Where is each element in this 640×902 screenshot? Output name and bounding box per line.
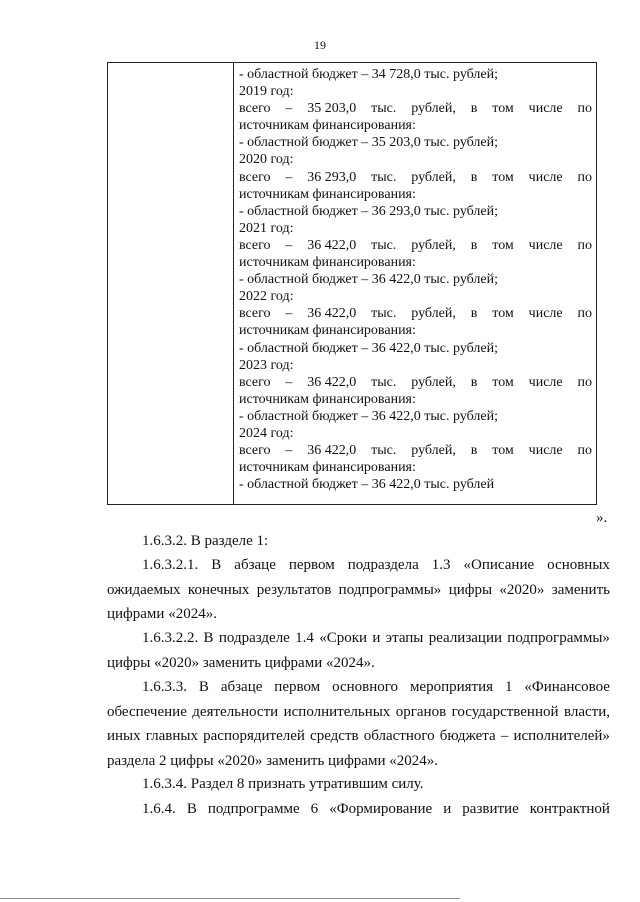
word: первом [288,557,335,573]
word: первом [274,679,321,695]
word: ожидаемых [107,581,181,598]
word: рублей, [411,237,456,253]
word: В [203,630,214,646]
word: том [492,101,514,117]
word: контрактной [529,801,610,817]
word: подпрограммы» [338,581,442,598]
table-line [239,237,592,254]
word: том [492,169,514,185]
text-line: раздела 2 цифры «2020» заменить цифрами «2024». [107,752,438,769]
word: рублей, [411,169,456,185]
word: всего [239,101,271,117]
word: тыс. [371,169,397,185]
table-line [239,100,592,117]
word: этапы [385,630,424,646]
table-line: источникам финансирования: [239,323,416,339]
word: всего [239,374,271,390]
word: в [470,443,478,459]
text-line [107,675,610,700]
word: – [285,169,293,185]
text-line [107,797,610,822]
word: реализации [428,630,502,646]
word: результатов [256,581,332,598]
word: том [492,374,514,390]
table-line: 2022 год: [239,289,294,305]
word: средств [310,728,359,744]
paragraph-1-6-3-2-2 [107,626,610,675]
word: 6 [310,801,319,817]
table-line: источникам финансирования: [239,460,416,476]
word: по [577,443,592,459]
word: подраздела [347,557,419,573]
word: 1.4 [295,630,314,646]
word: рублей, [411,443,456,459]
word: В [186,801,197,817]
word: 1.6.3.2.1. [142,557,199,573]
word: числе [528,237,563,253]
word: 36 422,0 [307,237,357,253]
table-line: - областной бюджет – 35 203,0 тыс. рублей; [239,135,498,151]
word: абзаце [220,679,263,695]
word: цифры [448,581,493,598]
word: тыс. [371,237,397,253]
word: по [577,169,592,185]
funding-table [107,62,597,505]
table-line: 2020 год: [239,152,294,168]
table-line [239,374,592,391]
table-right-cell [234,63,596,504]
text-line: 1.6.3.2. В разделе 1: [142,533,269,549]
word: заменить [551,581,610,598]
word: 1.3 [431,557,451,573]
word: «Описание [463,557,535,573]
word: исполнителей» [513,728,610,744]
word: в [470,101,478,117]
table-line: источникам финансирования: [239,118,416,134]
word: числе [528,101,563,117]
footer-rule [0,898,460,899]
word: в [470,306,478,322]
paragraph-1-6-3-2-1 [107,553,610,627]
word: развитие [462,801,519,817]
word: В [198,679,209,695]
word: обеспечение [107,703,187,720]
paragraph-1-6-4 [107,797,610,822]
word: числе [528,374,563,390]
table-line [239,169,592,186]
paragraph-1-6-3-3 [107,675,610,773]
word: «Финансовое [524,679,610,695]
page-number: 19 [314,38,326,52]
word: том [492,306,514,322]
word: 1.6.3.3. [142,679,187,695]
table-line: - областной бюджет – 36 422,0 тыс. рублей; [239,272,498,288]
word: «2020» [499,581,545,598]
word: в [470,374,478,390]
word: – [285,101,293,117]
table-line: - областной бюджет – 34 728,0 тыс. рублей; [239,67,498,82]
word: всего [239,443,271,459]
table-line: - областной бюджет – 36 422,0 тыс. рублей; [239,340,498,356]
table-line: - областной бюджет – 36 293,0 тыс. рублей; [239,203,498,219]
table-line [239,305,592,322]
word: бюджета [439,728,496,744]
word: числе [528,443,563,459]
table-line [239,442,592,459]
word: конечных [187,581,250,598]
word: подпрограммы» [507,630,610,646]
word: подпрограмме [207,801,300,817]
text-line [107,700,610,725]
table-left-cell [108,63,234,504]
word: главных [145,728,198,744]
word: и [372,630,381,646]
table-line: источникам финансирования: [239,255,416,271]
word: – [285,306,293,322]
word: числе [528,169,563,185]
word: органов [395,703,447,720]
table-line: - областной бюджет – 36 422,0 тыс. рублей; [239,408,498,424]
word: 36 422,0 [307,443,357,459]
word: – [285,443,293,459]
word: тыс. [371,443,397,459]
word: государственной [451,703,559,720]
word: распорядителей [203,728,305,744]
word: В [211,557,222,573]
word: по [577,101,592,117]
word: исполнительных [283,703,391,720]
word: деятельности [192,703,279,720]
word: основных [547,557,610,573]
paragraph-1-6-3-2 [107,529,610,554]
word: власти, [563,703,610,720]
word: числе [528,306,563,322]
word: иных [107,728,141,744]
word: том [492,237,514,253]
table-line: - областной бюджет – 36 422,0 тыс. рублей [239,477,495,493]
paragraph-1-6-3-4 [107,772,610,797]
word: всего [239,306,271,322]
word: по [577,374,592,390]
word: по [577,306,592,322]
word: «Сроки [319,630,368,646]
word: 36 422,0 [307,374,357,390]
table-line: 2019 год: [239,84,294,100]
word: 35 203,0 [307,101,357,117]
text-line: цифры «2020» заменить цифрами «2024». [107,654,375,671]
word: 36 293,0 [307,169,357,185]
text-line [107,553,610,578]
table-line: источникам финансирования: [239,391,416,407]
word: – [285,374,293,390]
word: и [443,801,452,817]
word: основного [332,679,399,695]
table-line: источникам финансирования: [239,186,416,202]
word: по [577,237,592,253]
text-line [107,578,610,603]
word: областного [363,728,435,744]
word: 36 422,0 [307,306,357,322]
table-line: 2024 год: [239,425,294,441]
text-line: цифрами «2024». [107,606,217,622]
table-line: 2021 год: [239,220,294,236]
word: тыс. [371,306,397,322]
word: в [470,169,478,185]
word: рублей, [411,101,456,117]
word: тыс. [371,101,397,117]
word: «Формирование [329,801,433,817]
text-line: 1.6.3.4. Раздел 8 признать утратившим силу. [142,776,424,792]
word: – [500,728,509,744]
text-line [107,626,610,651]
text-line [107,724,610,749]
word: тыс. [371,374,397,390]
word: рублей, [411,374,456,390]
word: абзаце [234,557,276,573]
word: всего [239,169,271,185]
closing-quote: ». [596,510,608,526]
word: 1.6.3.2.2. [142,630,199,646]
word: том [492,443,514,459]
word: 1.6.4. [142,801,176,817]
word: всего [239,237,271,253]
word: – [285,237,293,253]
table-line: 2023 год: [239,357,294,373]
word: рублей, [411,306,456,322]
word: в [470,237,478,253]
word: мероприятия [409,679,494,695]
word: подразделе [218,630,290,646]
word: 1 [504,679,513,695]
